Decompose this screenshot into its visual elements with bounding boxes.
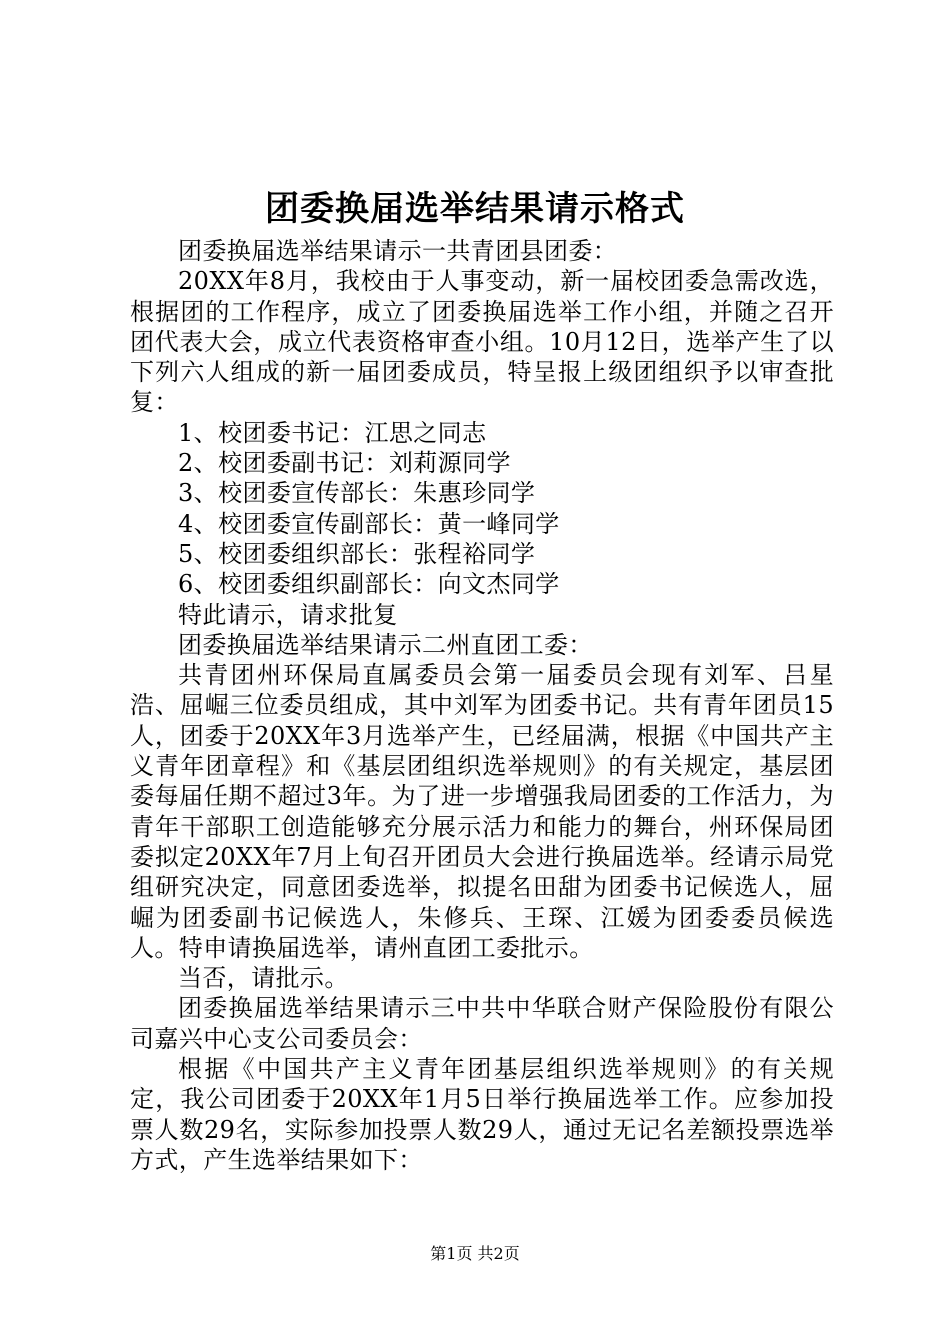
paragraph: 20XX年8月，我校由于人事变动，新一届校团委急需改选，根据团的工作程序，成立了团委换届选举工作小组，并随之召开团代表大会，成立代表资格审查小组。10月12日，选举产生了以下列六人组成的新一届团委成员，特呈报上级团组织予以审查批复： (130, 267, 834, 417)
list-item: 1、校团委书记：江思之同志 (178, 418, 487, 447)
document-title: 团委换届选举结果请示格式 (265, 189, 685, 229)
page-number-footer: 第1页 共2页 (430, 1244, 520, 1263)
paragraph: 团委换届选举结果请示二州直团工委： (178, 630, 593, 659)
paragraph: 特此请示，请求批复 (178, 600, 398, 629)
paragraph: 团委换届选举结果请示一共青团县团委： (178, 237, 618, 265)
paragraph: 当否，请批示。 (178, 964, 349, 993)
list-item: 5、校团委组织部长：张程裕同学 (178, 539, 536, 568)
list-item: 6、校团委组织副部长：向文杰同学 (178, 570, 560, 599)
list-item: 3、校团委宣传部长：朱惠珍同学 (178, 479, 536, 508)
paragraph: 根据《中国共产主义青年团基层组织选举规则》的有关规定，我公司团委于20XX年1月5日举行换届选举工作。应参加投票人数29名，实际参加投票人数29人，通过无记名差额投票选举方式，产生选举结果如下： (130, 1055, 834, 1174)
list-item: 4、校团委宣传副部长：黄一峰同学 (178, 509, 560, 538)
list-item: 2、校团委副书记：刘莉源同学 (178, 449, 511, 478)
paragraph: 共青团州环保局直属委员会第一届委员会现有刘军、吕星浩、屈崛三位委员组成，其中刘军为团委书记。共有青年团员15人，团委于20XX年3月选举产生，已经届满，根据《中国共产主义青年团章程》和《基层团组织选举规则》的有关规定，基层团委每届任期不超过3年。为了进一步增强我局团委的工作活力，为青年干部职工创造能够充分展示活力和能力的舞台，州环保局团委拟定20XX年7月上旬召开团员大会进行换届选举。经请示局党组研究决定，同意团委选举，拟提名田甜为团委书记候选人，屈崛为团委副书记候选人，朱修兵、王琛、江媛为团委委员候选人。特申请换届选举，请州直团工委批示。 (130, 661, 834, 962)
paragraph: 团委换届选举结果请示三中共中华联合财产保险股份有限公司嘉兴中心支公司委员会： (130, 994, 834, 1053)
document-body (130, 236, 834, 1175)
